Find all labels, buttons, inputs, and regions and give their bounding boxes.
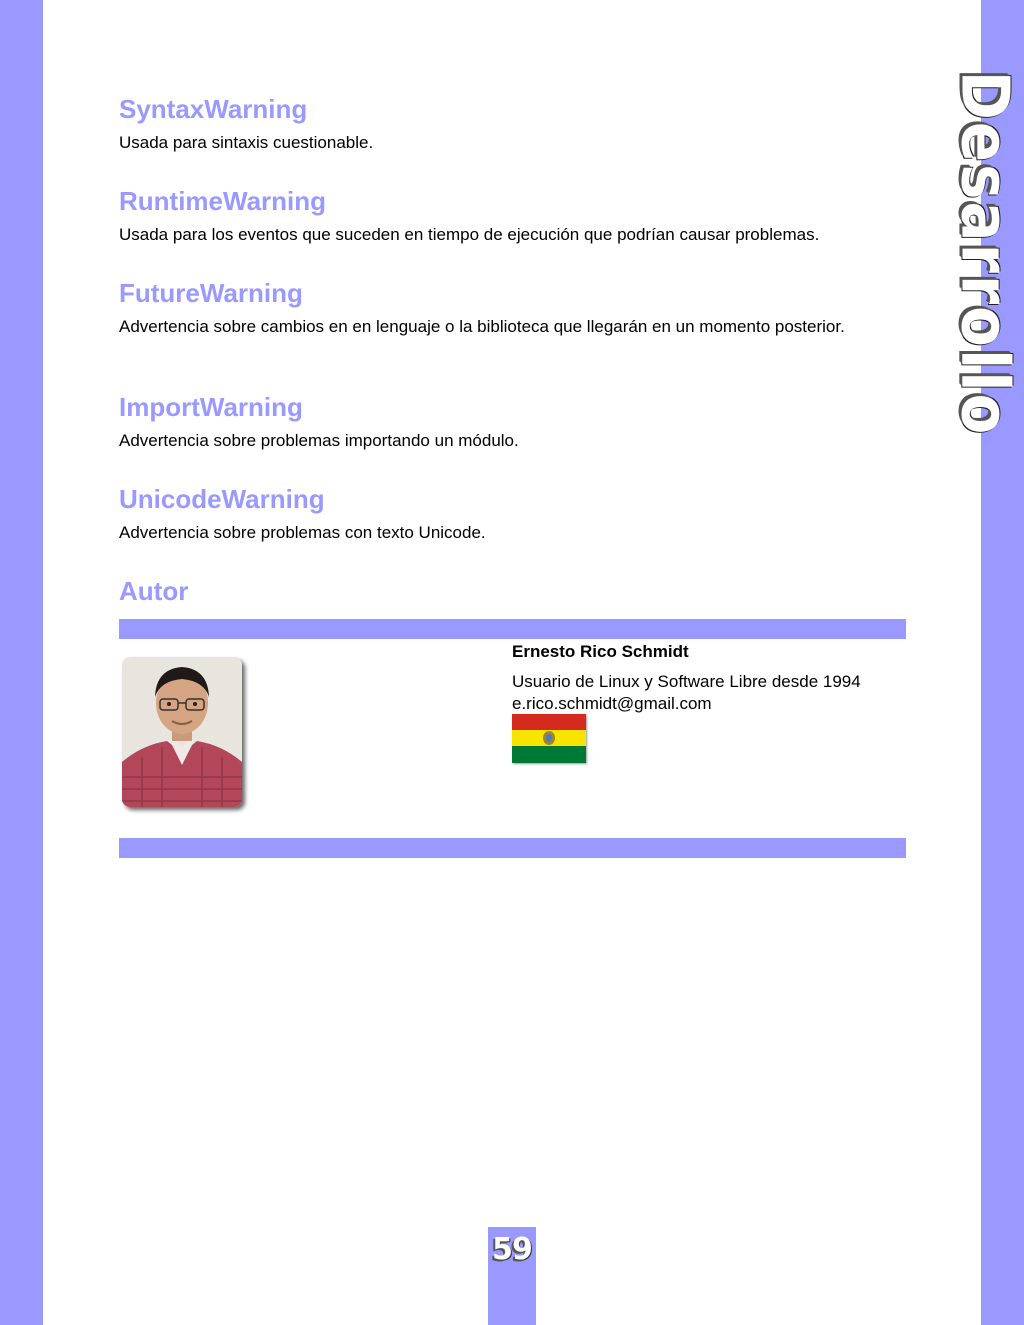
entry-description: Advertencia sobre problemas con texto Unicode. bbox=[119, 523, 486, 542]
entry-description: Advertencia sobre problemas importando un módulo. bbox=[119, 431, 519, 450]
author-section bbox=[119, 576, 906, 606]
entry-syntaxwarning bbox=[119, 94, 906, 153]
author-heading: Autor bbox=[119, 576, 189, 606]
entry-description: Advertencia sobre cambios en en lenguaje o la biblioteca que llegarán en un momento posterior. bbox=[119, 317, 845, 336]
entry-heading: RuntimeWarning bbox=[119, 186, 327, 216]
entry-description: Usada para los eventos que suceden en tiempo de ejecución que podrían causar problemas. bbox=[119, 225, 820, 244]
author-portrait-image bbox=[122, 657, 242, 807]
section-tab bbox=[946, 70, 1024, 436]
author-bottom-divider bbox=[119, 838, 906, 858]
entry-heading: SyntaxWarning bbox=[119, 94, 308, 124]
entry-runtimewarning bbox=[119, 186, 906, 245]
entry-heading: ImportWarning bbox=[119, 392, 303, 422]
bolivia-flag-icon bbox=[512, 714, 586, 763]
author-top-divider bbox=[119, 619, 906, 639]
page-number: 59 bbox=[492, 1232, 532, 1267]
entry-futurewarning bbox=[119, 278, 906, 337]
author-info bbox=[512, 641, 912, 715]
author-bio: Usuario de Linux y Software Libre desde 1994 bbox=[512, 672, 861, 691]
entry-unicodewarning bbox=[119, 484, 906, 543]
entry-importwarning bbox=[119, 392, 906, 451]
author-email-link[interactable]: e.rico.schmidt@gmail.com bbox=[512, 694, 712, 713]
entry-description: Usada para sintaxis cuestionable. bbox=[119, 133, 374, 152]
left-margin-band bbox=[0, 0, 43, 1325]
section-tab-label: Desarrollo bbox=[946, 70, 1024, 436]
author-name: Ernesto Rico Schmidt bbox=[512, 642, 689, 661]
entry-heading: UnicodeWarning bbox=[119, 484, 325, 514]
entry-heading: FutureWarning bbox=[119, 278, 303, 308]
author-photo bbox=[122, 657, 242, 807]
